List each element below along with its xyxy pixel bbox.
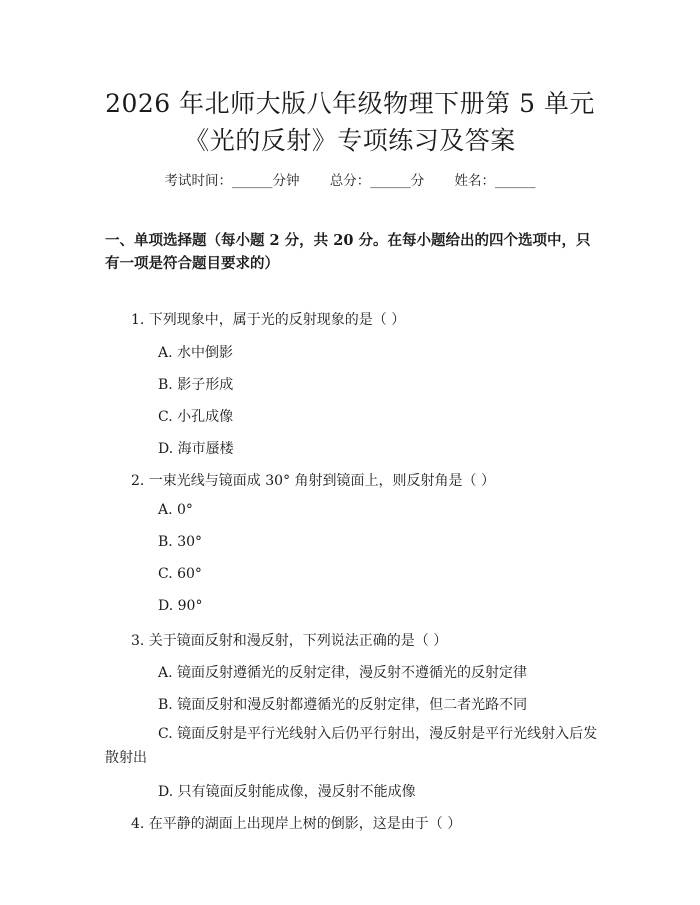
question-1: 1. 下列现象中，属于光的反射现象的是（ ） <box>131 312 406 328</box>
question-2-option-b: B. 30° <box>158 534 203 550</box>
question-3-option-a: A. 镜面反射遵循光的反射定律，漫反射不遵循光的反射定律 <box>158 665 528 681</box>
question-2-option-c: C. 60° <box>158 566 202 582</box>
title-line-2: 《光的反射》专项练习及答案 <box>184 126 516 155</box>
question-4: 4. 在平静的湖面上出现岸上树的倒影，这是由于（ ） <box>131 816 462 832</box>
title-line-1: 2026 年北师大版八年级物理下册第 5 单元 <box>105 89 595 118</box>
question-1-option-c: C. 小孔成像 <box>158 409 234 425</box>
student-name: 姓名：______ <box>454 173 536 189</box>
question-3-option-c: C. 镜面反射是平行光线射入后仍平行射出，漫反射是平行光线射入后发散射出 <box>105 726 598 766</box>
question-3-option-b: B. 镜面反射和漫反射都遵循光的反射定律，但二者光路不同 <box>158 697 528 713</box>
question-2: 2. 一束光线与镜面成 30° 角射到镜面上，则反射角是（ ） <box>131 473 495 489</box>
question-2-option-a: A. 0° <box>158 502 193 518</box>
question-3-option-d: D. 只有镜面反射能成像，漫反射不能成像 <box>158 784 416 800</box>
exam-meta <box>0 169 700 189</box>
total-score: 总分：______分 <box>329 173 425 189</box>
section-heading: 一、单项选择题（每小题 2 分，共 20 分。在每小题给出的四个选项中，只有一项是符合题目要求的） <box>105 232 591 272</box>
question-1-option-a: A. 水中倒影 <box>158 345 234 361</box>
question-1-option-b: B. 影子形成 <box>158 377 234 393</box>
question-2-option-d: D. 90° <box>158 598 203 614</box>
question-1-option-d: D. 海市蜃楼 <box>158 441 234 457</box>
exam-time: 考试时间：______分钟 <box>164 173 300 189</box>
question-3: 3. 关于镜面反射和漫反射，下列说法正确的是（ ） <box>131 633 448 649</box>
